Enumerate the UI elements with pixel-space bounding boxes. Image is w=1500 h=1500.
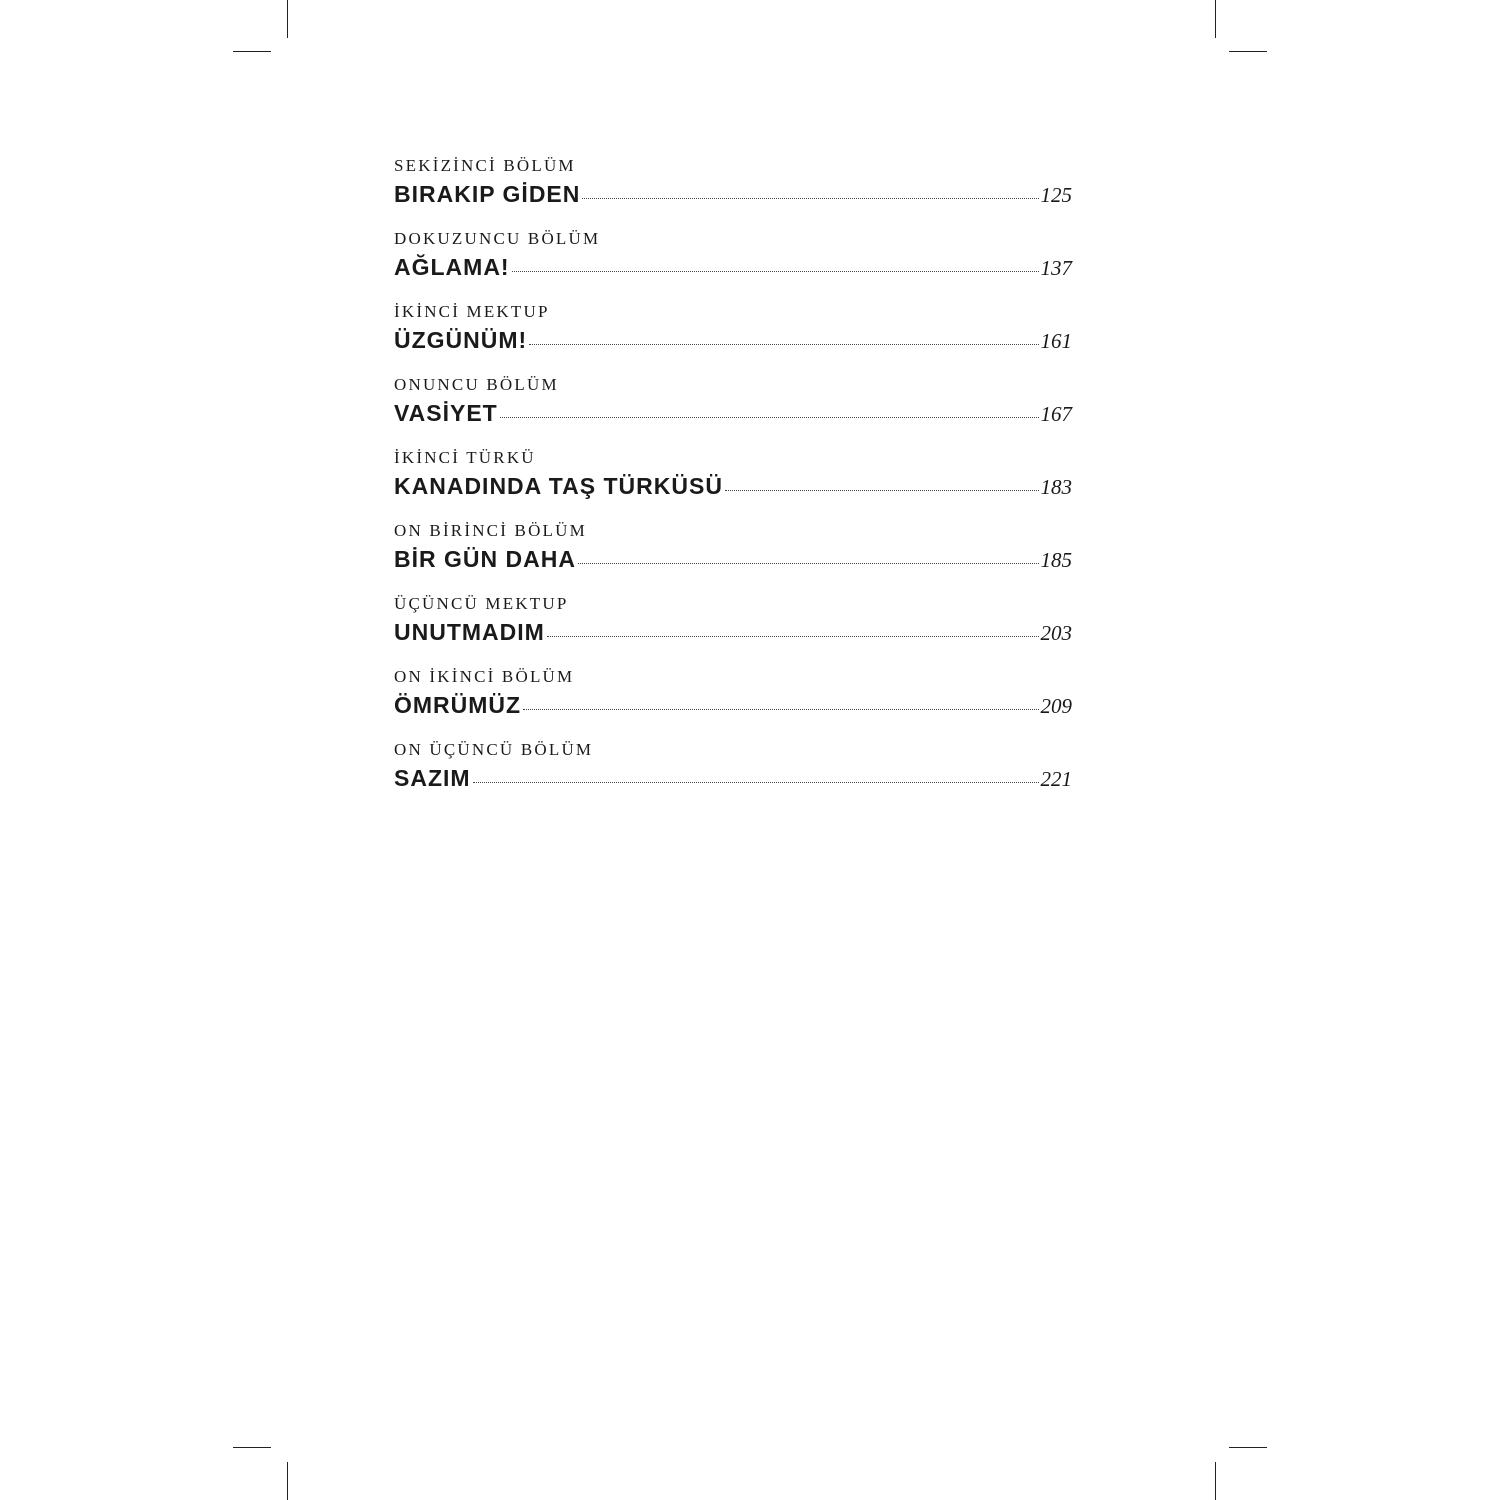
- dot-leader: [547, 636, 1039, 637]
- section-label: ON ÜÇÜNCÜ BÖLÜM: [394, 740, 594, 759]
- toc-line: [394, 546, 1072, 580]
- toc-entry: [394, 301, 1072, 374]
- chapter-title: UNUTMADIM: [394, 619, 545, 645]
- toc-entry: [394, 447, 1072, 520]
- toc-entry: [394, 666, 1072, 739]
- chapter-title: ÜZGÜNÜM!: [394, 327, 528, 353]
- section-label: SEKİZİNCİ BÖLÜM: [394, 156, 576, 175]
- dot-leader: [578, 563, 1039, 564]
- page-number: 167: [1040, 402, 1072, 426]
- crop-mark-bottom-left-horizontal: [233, 1447, 271, 1448]
- page-number: 137: [1040, 256, 1072, 280]
- section-label: ONUNCU BÖLÜM: [394, 375, 559, 394]
- section-label: DOKUZUNCU BÖLÜM: [394, 229, 601, 248]
- crop-mark-top-left-horizontal: [233, 51, 271, 52]
- page-number: 221: [1040, 767, 1072, 791]
- toc-line: [394, 400, 1072, 434]
- toc-line: [394, 254, 1072, 288]
- crop-mark-top-right-horizontal: [1229, 51, 1267, 52]
- dot-leader: [582, 198, 1038, 199]
- section-label: ON İKİNCİ BÖLÜM: [394, 667, 575, 686]
- crop-mark-bottom-right-horizontal: [1229, 1447, 1267, 1448]
- toc-entry: [394, 155, 1072, 228]
- toc-line: [394, 181, 1072, 215]
- page-number: 185: [1040, 548, 1072, 572]
- chapter-title: AĞLAMA!: [394, 254, 510, 280]
- crop-mark-bottom-right-vertical: [1215, 1462, 1216, 1500]
- toc-entry: [394, 374, 1072, 447]
- dot-leader: [725, 490, 1039, 491]
- chapter-title: SAZIM: [394, 765, 471, 791]
- table-of-contents: [394, 155, 1072, 812]
- page-number: 125: [1040, 183, 1072, 207]
- chapter-title: ÖMRÜMÜZ: [394, 692, 522, 718]
- section-label: İKİNCİ MEKTUP: [394, 302, 550, 321]
- chapter-title: KANADINDA TAŞ TÜRKÜSÜ: [394, 473, 723, 499]
- section-label: ON BİRİNCİ BÖLÜM: [394, 521, 587, 540]
- crop-mark-bottom-left-vertical: [287, 1462, 288, 1500]
- dot-leader: [529, 344, 1038, 345]
- dot-leader: [523, 709, 1038, 710]
- toc-entry: [394, 593, 1072, 666]
- toc-line: [394, 473, 1072, 507]
- crop-mark-top-left-vertical: [287, 0, 288, 38]
- section-label: ÜÇÜNCÜ MEKTUP: [394, 594, 569, 613]
- chapter-title: BIRAKIP GİDEN: [394, 181, 581, 207]
- crop-mark-top-right-vertical: [1215, 0, 1216, 38]
- toc-entry: [394, 520, 1072, 593]
- toc-line: [394, 619, 1072, 653]
- toc-entry: [394, 228, 1072, 301]
- page-number: 203: [1040, 621, 1072, 645]
- page-number: 183: [1040, 475, 1072, 499]
- toc-line: [394, 327, 1072, 361]
- chapter-title: VASİYET: [394, 400, 498, 426]
- dot-leader: [500, 417, 1039, 418]
- page-number: 161: [1040, 329, 1072, 353]
- toc-entry: [394, 739, 1072, 812]
- dot-leader: [473, 782, 1039, 783]
- toc-line: [394, 692, 1072, 726]
- page-number: 209: [1040, 694, 1072, 718]
- toc-line: [394, 765, 1072, 799]
- chapter-title: BİR GÜN DAHA: [394, 546, 576, 572]
- dot-leader: [512, 271, 1039, 272]
- section-label: İKİNCİ TÜRKÜ: [394, 448, 536, 467]
